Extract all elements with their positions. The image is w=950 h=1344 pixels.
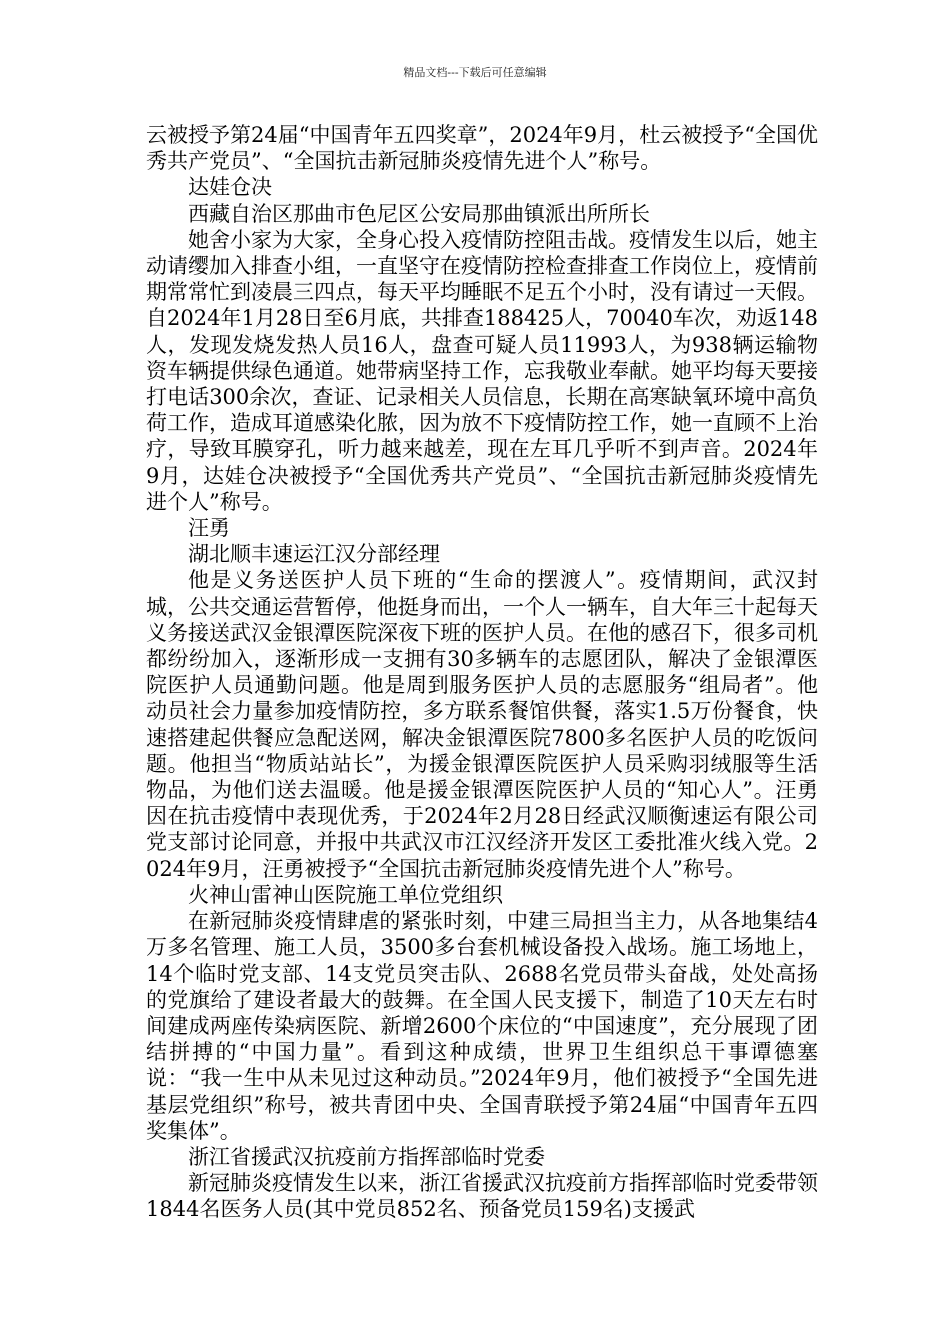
organization-heading: 火神山雷神山医院施工单位党组织: [188, 882, 503, 907]
page-header: 精品文档---下载后可任意编辑: [403, 66, 547, 79]
person-title-line: 西藏自治区那曲市色尼区公安局那曲镇派出所所长: [188, 201, 650, 226]
person-name-heading: 达娃仓决: [188, 175, 272, 200]
organization-heading: 浙江省援武汉抗疫前方指挥部临时党委: [188, 1144, 545, 1169]
paragraph-continuation: 云被授予第24届“中国青年五四奖章”，2024年9月，杜云被授予“全国优秀共产党员”、“全国抗击新冠肺炎疫情先进个人”称号。: [146, 123, 818, 174]
body-paragraph: 在新冠肺炎疫情肆虐的紧张时刻，中建三局担当主力，从各地集结4万多名管理、施工人员，3500多台套机械设备投入战场。施工场地上，14个临时党支部、14支党员突击队、2688名党员带头奋战，处处高扬的党旗给了建设者最大的鼓舞。在全国人民支援下，制造了10天左右时间建成两座传染病医院、新增2600个床位的“中国速度”，充分展现了团结拼搏的“中国力量”。看到这种成绩，世界卫生组织总干事谭德塞说：“我一生中从未见过这种动员。”2024年9月，他们被授予“全国先进基层党组织”称号，被共青团中央、全国青联授予第24届“中国青年五四奖集体”。: [146, 909, 818, 1143]
document-body: [146, 122, 818, 1223]
body-paragraph: 他是义务送医护人员下班的“生命的摆渡人”。疫情期间，武汉封城，公共交通运营暂停，他挺身而出，一个人一辆车，自大年三十起每天义务接送武汉金银潭医院深夜下班的医护人员。在他的感召下，很多司机都纷纷加入，逐渐形成一支拥有30多辆车的志愿团队，解决了金银潭医院医护人员通勤问题。他是周到服务医护人员的志愿服务“组局者”。他动员社会力量参加疫情防控，多方联系餐馆供餐，落实1.5万份餐食，快速搭建起供餐应急配送网，解决金银潭医院7800多名医护人员的吃饭问题。他担当“物质站站长”，为援金银潭医院医护人员采购羽绒服等生活物品，为他们送去温暖。他是援金银潭医院医护人员的“知心人”。汪勇因在抗击疫情中表现优秀，于2024年2月28日经武汉顺衡速运有限公司党支部讨论同意，并报中共武汉市江汉经济开发区工委批准火线入党。2024年9月，汪勇被授予“全国抗击新冠肺炎疫情先进个人”称号。: [146, 568, 818, 881]
body-paragraph: 她舍小家为大家，全身心投入疫情防控阻击战。疫情发生以后，她主动请缨加入排查小组，一直坚守在疫情防控检查排查工作岗位上，疫情前期常常忙到凌晨三四点，每天平均睡眠不足五个小时，没有请过一天假。自2024年1月28日至6月底，共排查188425人，70040车次，劝返148人，发现发烧发热人员16人，盘查可疑人员11993人，为938辆运输物资车辆提供绿色通道。她带病坚持工作，忘我敬业奉献。她平均每天要接打电话300余次，查证、记录相关人员信息，长期在高寒缺氧环境中高负荷工作，造成耳道感染化脓，因为放不下疫情防控工作，她一直顾不上治疗，导致耳膜穿孔，听力越来越差，现在左耳几乎听不到声音。2024年9月，达娃仓决被授予“全国优秀共产党员”、“全国抗击新冠肺炎疫情先进个人”称号。: [146, 227, 818, 514]
person-name-heading: 汪勇: [188, 516, 230, 541]
person-title-line: 湖北顺丰速运江汉分部经理: [188, 542, 440, 567]
body-paragraph: 新冠肺炎疫情发生以来，浙江省援武汉抗疫前方指挥部临时党委带领1844名医务人员(其中党员852名、预备党员159名)支援武: [146, 1171, 818, 1222]
